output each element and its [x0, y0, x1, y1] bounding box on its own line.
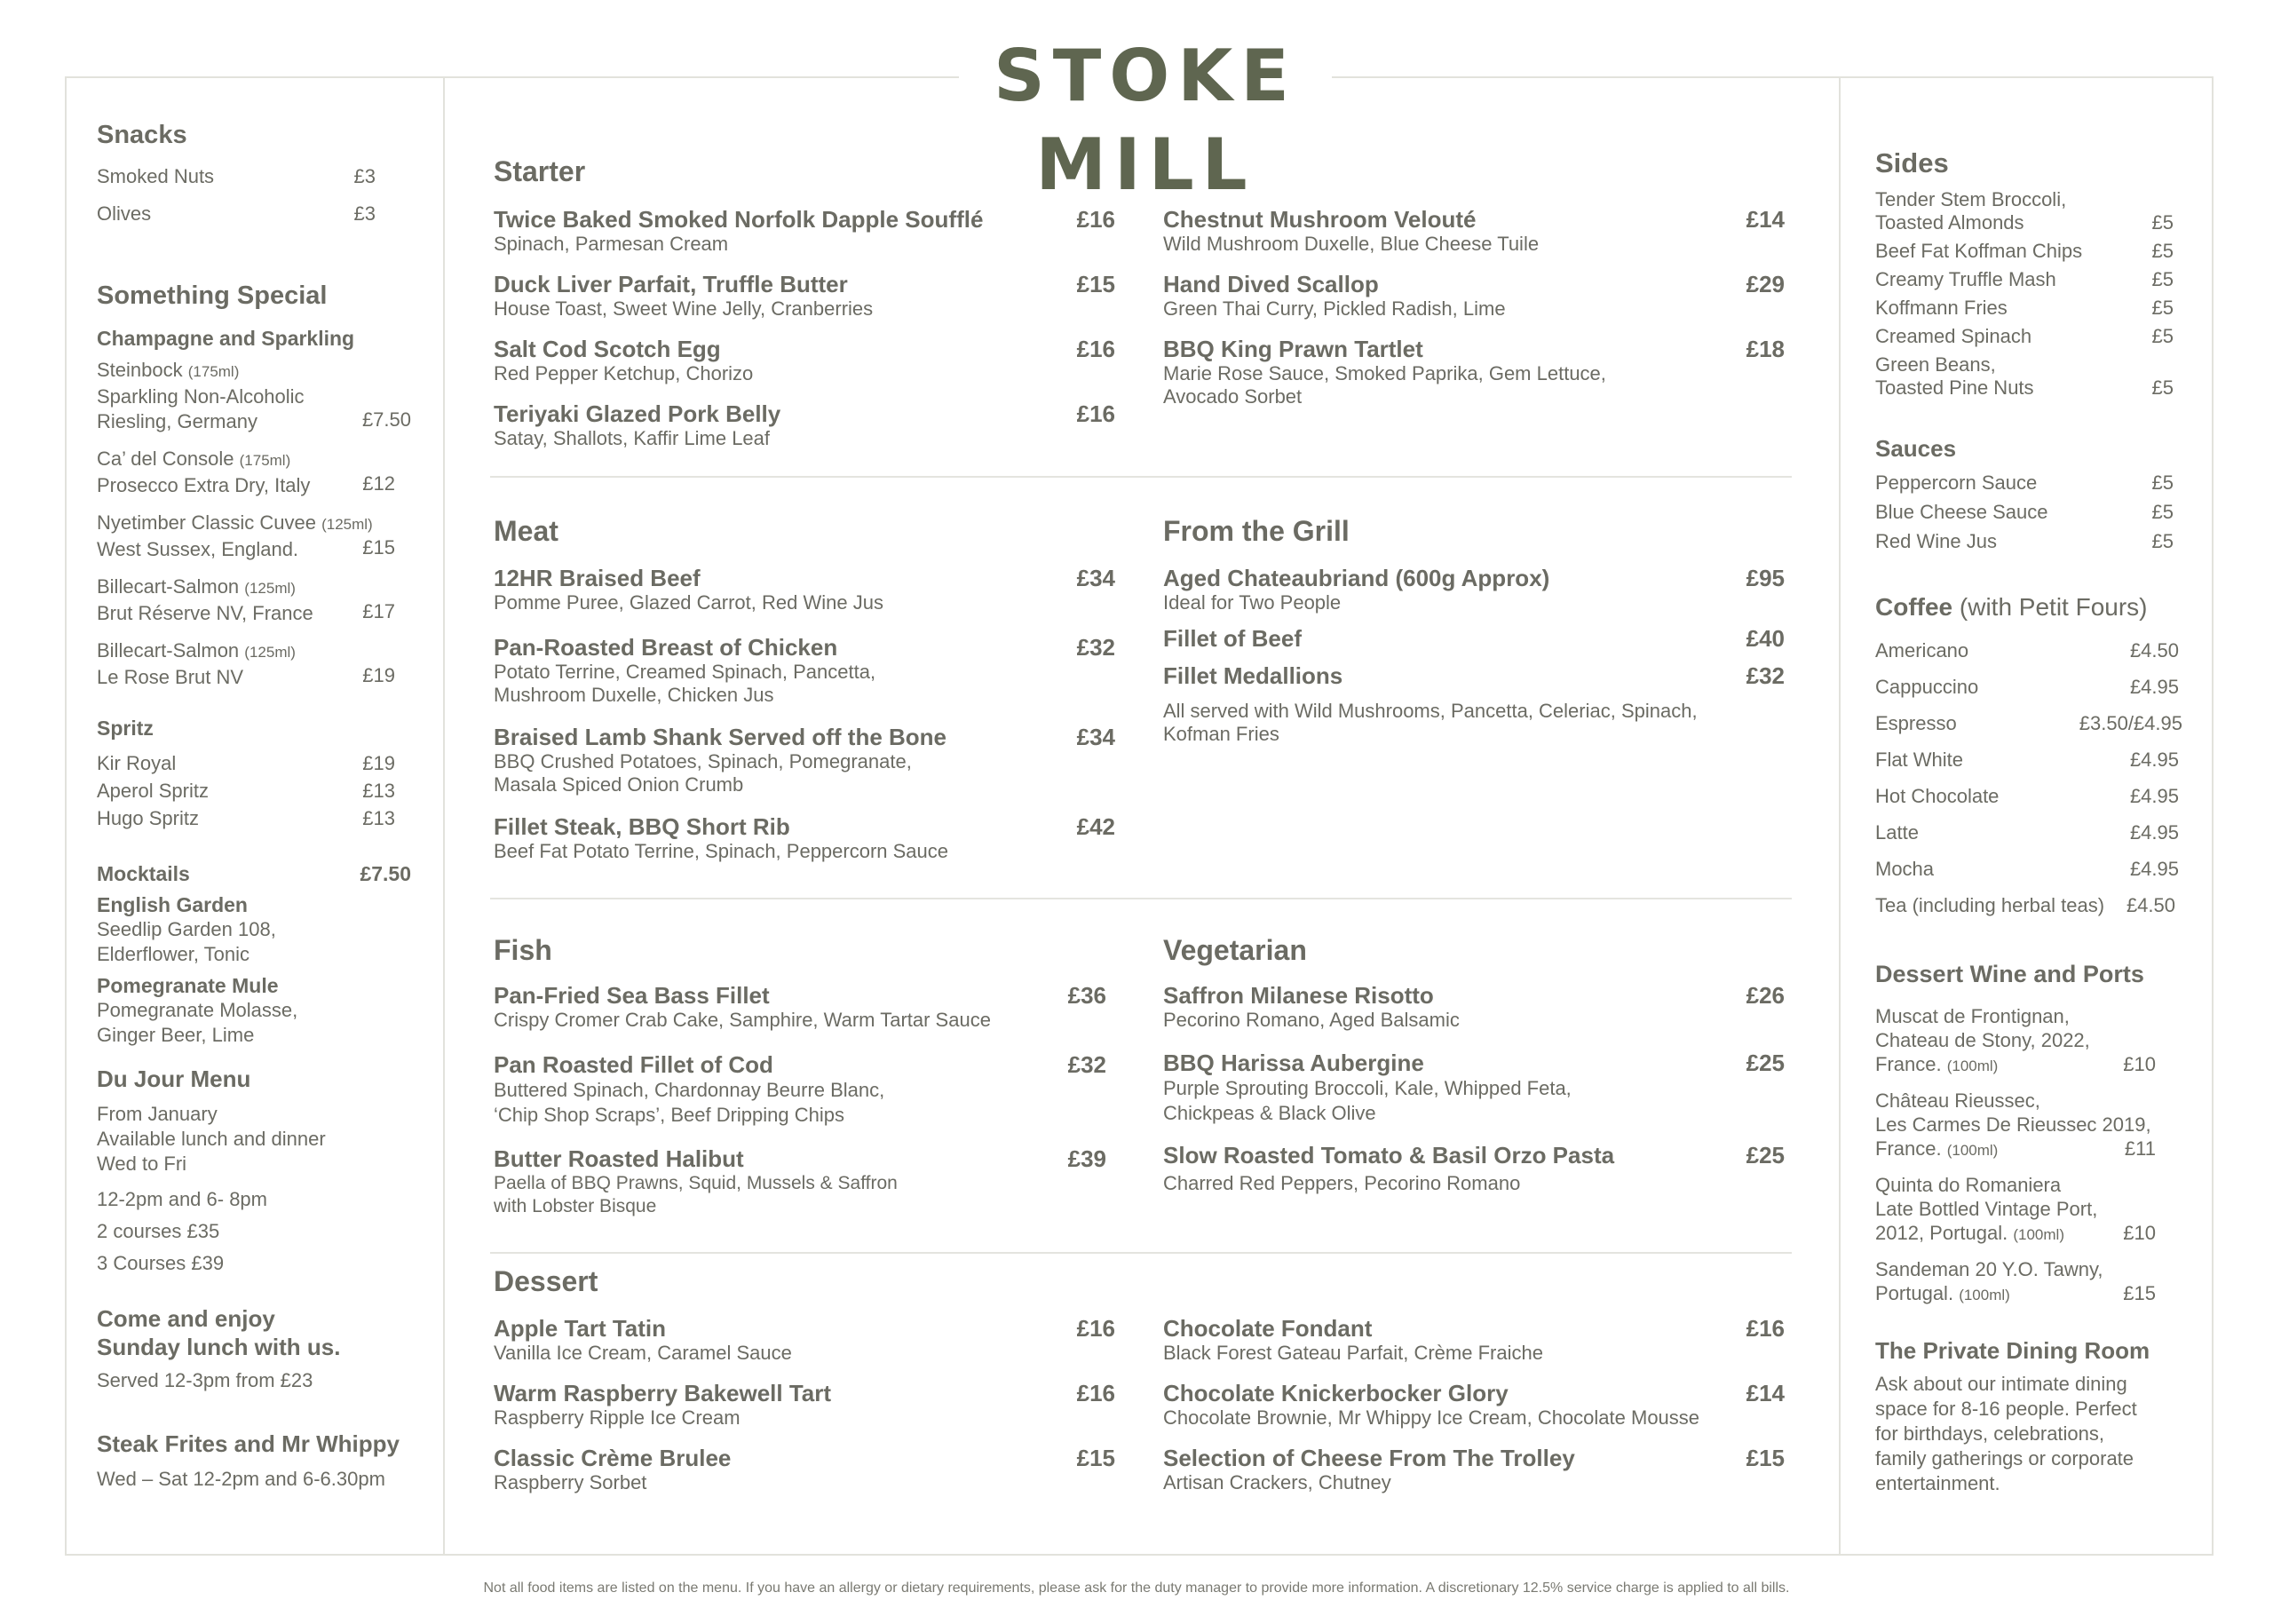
private-dining-text: Ask about our intimate dining space for 8-16 people. Perfect for birthdays, celebrations, family gatherings or corporate entertainment.: [1875, 1373, 2137, 1494]
list-item: Americano £4.50: [1875, 639, 2179, 661]
menu-item: Warm Raspberry Bakewell Tart £16 Raspberry Ripple Ice Cream: [494, 1380, 1115, 1429]
mocktail-name: Pomegranate Mule: [97, 974, 279, 997]
menu-item: 12HR Braised Beef £34 Pomme Puree, Glazed Carrot, Red Wine Jus: [494, 565, 1115, 614]
grill-list: [1163, 565, 1785, 746]
menu-item: Aged Chateaubriand (600g Approx) £95 Ideal for Two People: [1163, 565, 1785, 614]
list-item: Château Rieussec, Les Carmes De Rieussec 2019, France. (100ml) £11: [1875, 1089, 2156, 1160]
starter-right: [1163, 206, 1785, 416]
dessert-heading: Dessert: [494, 1265, 598, 1297]
menu-item: Butter Roasted Halibut £39 Paella of BBQ Prawns, Squid, Mussels & Saffron with Lobster Bisque: [494, 1145, 1106, 1216]
dujour-heading: Du Jour Menu: [97, 1066, 251, 1092]
list-item: Smoked Nuts £3: [97, 165, 376, 187]
list-item: Kir Royal £19: [97, 752, 395, 774]
list-item: Ca’ del Console (175ml) Prosecco Extra Dry, Italy £12: [97, 448, 395, 496]
section-divider: [490, 476, 1792, 478]
menu-item: BBQ Harissa Aubergine £25 Purple Sprouting Broccoli, Kale, Whipped Feta, Chickpeas & Black Olive: [1163, 1050, 1785, 1124]
list-item: Latte £4.95: [1875, 821, 2179, 844]
divider-right: [1839, 76, 1841, 1556]
list-item: Billecart-Salmon (125ml) Brut Réserve NV, France £17: [97, 575, 395, 624]
menu-item: Duck Liver Parfait, Truffle Butter £15 House Toast, Sweet Wine Jelly, Cranberries: [494, 271, 1115, 320]
fish-heading: Fish: [494, 934, 552, 966]
list-item: Green Beans, Toasted Pine Nuts £5: [1875, 353, 2174, 399]
list-item: Aperol Spritz £13: [97, 780, 395, 802]
mocktail-desc: Seedlip Garden 108,: [97, 918, 276, 940]
menu-item: Fillet Steak, BBQ Short Rib £42 Beef Fat Potato Terrine, Spinach, Peppercorn Sauce: [494, 813, 1115, 862]
menu-item: Twice Baked Smoked Norfolk Dapple Soufflé £16 Spinach, Parmesan Cream: [494, 206, 1115, 255]
menu-item: Classic Crème Brulee £15 Raspberry Sorbet: [494, 1445, 1115, 1493]
list-item: Creamy Truffle Mash £5: [1875, 268, 2174, 290]
list-item: Blue Cheese Sauce £5: [1875, 501, 2174, 523]
menu-item: Chestnut Mushroom Velouté £14 Wild Mushroom Duxelle, Blue Cheese Tuile: [1163, 206, 1785, 255]
steak-text: Wed – Sat 12-2pm and 6-6.30pm: [97, 1468, 385, 1490]
list-item: Hot Chocolate £4.95: [1875, 785, 2179, 807]
spritz-heading: Spritz: [97, 717, 154, 740]
grill-note: Kofman Fries: [1163, 723, 1279, 745]
fish-list: [494, 982, 1106, 1225]
dujour-text: 12-2pm and 6- 8pm: [97, 1188, 267, 1210]
menu-item: Salt Cod Scotch Egg £16 Red Pepper Ketchup, Chorizo: [494, 336, 1115, 384]
divider-left: [443, 76, 445, 1556]
menu-item: Pan Roasted Fillet of Cod £32 Buttered Spinach, Chardonnay Beurre Blanc, ‘Chip Shop Scraps’, Beef Dripping Chips: [494, 1051, 1106, 1126]
footer-note: Not all food items are listed on the menu. If you have an allergy or dietary requirements, please ask for the duty manager to provide more information. A discretionary 12.5% service charge is applied to all bills.: [483, 1580, 1790, 1596]
menu-item: Pan-Fried Sea Bass Fillet £36 Crispy Cromer Crab Cake, Samphire, Warm Tartar Sauce: [494, 982, 1106, 1031]
sides-heading: Sides: [1875, 147, 1949, 178]
dessert-left: [494, 1315, 1115, 1509]
menu-item: Saffron Milanese Risotto £26 Pecorino Romano, Aged Balsamic: [1163, 982, 1785, 1031]
list-item: Quinta do Romaniera Late Bottled Vintage Port, 2012, Portugal. (100ml) £10: [1875, 1174, 2156, 1244]
menu-item: Fillet Medallions £32: [1163, 662, 1785, 689]
menu-item: Teriyaki Glazed Pork Belly £16 Satay, Shallots, Kaffir Lime Leaf: [494, 400, 1115, 449]
vegetarian-heading: Vegetarian: [1163, 934, 1307, 966]
starter-heading: Starter: [494, 155, 586, 187]
mocktails-heading: Mocktails £7.50: [97, 862, 411, 885]
list-item: Tender Stem Broccoli, Toasted Almonds £5: [1875, 188, 2174, 234]
menu-item: Hand Dived Scallop £29 Green Thai Curry, Pickled Radish, Lime: [1163, 271, 1785, 320]
list-item: Koffmann Fries £5: [1875, 297, 2174, 319]
list-item: Olives £3: [97, 202, 376, 225]
list-item: Peppercorn Sauce £5: [1875, 471, 2174, 494]
sunday-text: Served 12-3pm from £23: [97, 1369, 313, 1391]
coffee-heading: Coffee (with Petit Fours): [1875, 593, 2148, 621]
sauces-heading: Sauces: [1875, 435, 1957, 462]
mocktail-desc: Elderflower, Tonic: [97, 943, 250, 965]
private-dining-heading: The Private Dining Room: [1875, 1337, 2150, 1364]
list-item: Steinbock (175ml) Sparkling Non-Alcoholic Riesling, Germany £7.50: [97, 359, 411, 432]
menu-item: Chocolate Fondant £16 Black Forest Gateau Parfait, Crème Fraiche: [1163, 1315, 1785, 1364]
list-item: Espresso £3.50/£4.95: [1875, 712, 2182, 734]
menu-item: Fillet of Beef £40: [1163, 625, 1785, 652]
dujour-text: Available lunch and dinner: [97, 1128, 326, 1150]
list-item: Creamed Spinach £5: [1875, 325, 2174, 347]
dujour-text: From January: [97, 1103, 218, 1125]
list-item: Cappuccino £4.95: [1875, 676, 2179, 698]
mocktail-desc: Pomegranate Molasse,: [97, 999, 298, 1021]
sunday-heading: Come and enjoy: [97, 1305, 275, 1332]
dessert-wine-heading: Dessert Wine and Ports: [1875, 961, 2144, 987]
list-item: Mocha £4.95: [1875, 858, 2179, 880]
list-item: Tea (including herbal teas) £4.50: [1875, 894, 2175, 916]
steak-heading: Steak Frites and Mr Whippy: [97, 1430, 400, 1457]
list-item: Sandeman 20 Y.O. Tawny, Portugal. (100ml) £15: [1875, 1258, 2156, 1304]
grill-heading: From the Grill: [1163, 515, 1350, 547]
menu-item: Apple Tart Tatin £16 Vanilla Ice Cream, Caramel Sauce: [494, 1315, 1115, 1364]
list-item: Billecart-Salmon (125ml) Le Rose Brut NV £19: [97, 639, 395, 688]
list-item: Beef Fat Koffman Chips £5: [1875, 240, 2174, 262]
list-item: Hugo Spritz £13: [97, 807, 395, 829]
list-item: Muscat de Frontignan, Chateau de Stony, 2022, France. (100ml) £10: [1875, 1005, 2156, 1075]
list-item: Flat White £4.95: [1875, 749, 2179, 771]
snacks-heading: Snacks: [97, 121, 187, 149]
mocktail-name: English Garden: [97, 893, 248, 916]
meat-list: [494, 565, 1115, 878]
dujour-text: 2 courses £35: [97, 1220, 220, 1242]
left-column: [97, 121, 411, 1492]
special-heading: Something Special: [97, 281, 328, 310]
right-column: [1875, 147, 2182, 1496]
section-divider: [490, 898, 1792, 899]
menu-item: Pan-Roasted Breast of Chicken £32 Potato Terrine, Creamed Spinach, Pancetta, Mushroom Duxelle, Chicken Jus: [494, 634, 1115, 706]
dessert-right: [1163, 1315, 1785, 1509]
menu-item: Slow Roasted Tomato & Basil Orzo Pasta £25 Charred Red Peppers, Pecorino Romano: [1163, 1142, 1785, 1194]
menu-item: Selection of Cheese From The Trolley £15 Artisan Crackers, Chutney: [1163, 1445, 1785, 1493]
special-subheading: Champagne and Sparkling: [97, 327, 355, 350]
mocktail-desc: Ginger Beer, Lime: [97, 1024, 255, 1046]
page-title: STOKE MILL: [959, 32, 1332, 210]
menu-item: Chocolate Knickerbocker Glory £14 Chocolate Brownie, Mr Whippy Ice Cream, Chocolate Mousse: [1163, 1380, 1785, 1429]
menu-item: Braised Lamb Shank Served off the Bone £34 BBQ Crushed Potatoes, Spinach, Pomegranate, Masala Spiced Onion Crumb: [494, 724, 1115, 796]
section-divider: [490, 1252, 1792, 1254]
sunday-heading: Sunday lunch with us.: [97, 1334, 341, 1360]
list-item: Red Wine Jus £5: [1875, 530, 2174, 552]
menu-item: BBQ King Prawn Tartlet £18 Marie Rose Sauce, Smoked Paprika, Gem Lettuce, Avocado Sorbet: [1163, 336, 1785, 408]
grill-note: All served with Wild Mushrooms, Pancetta, Celeriac, Spinach,: [1163, 700, 1698, 722]
dujour-text: 3 Courses £39: [97, 1252, 225, 1274]
starter-left: [494, 206, 1115, 465]
dujour-text: Wed to Fri: [97, 1153, 187, 1175]
list-item: Nyetimber Classic Cuvee (125ml) West Sussex, England. £15: [97, 511, 395, 560]
meat-heading: Meat: [494, 515, 558, 547]
vegetarian-list: [1163, 982, 1785, 1204]
